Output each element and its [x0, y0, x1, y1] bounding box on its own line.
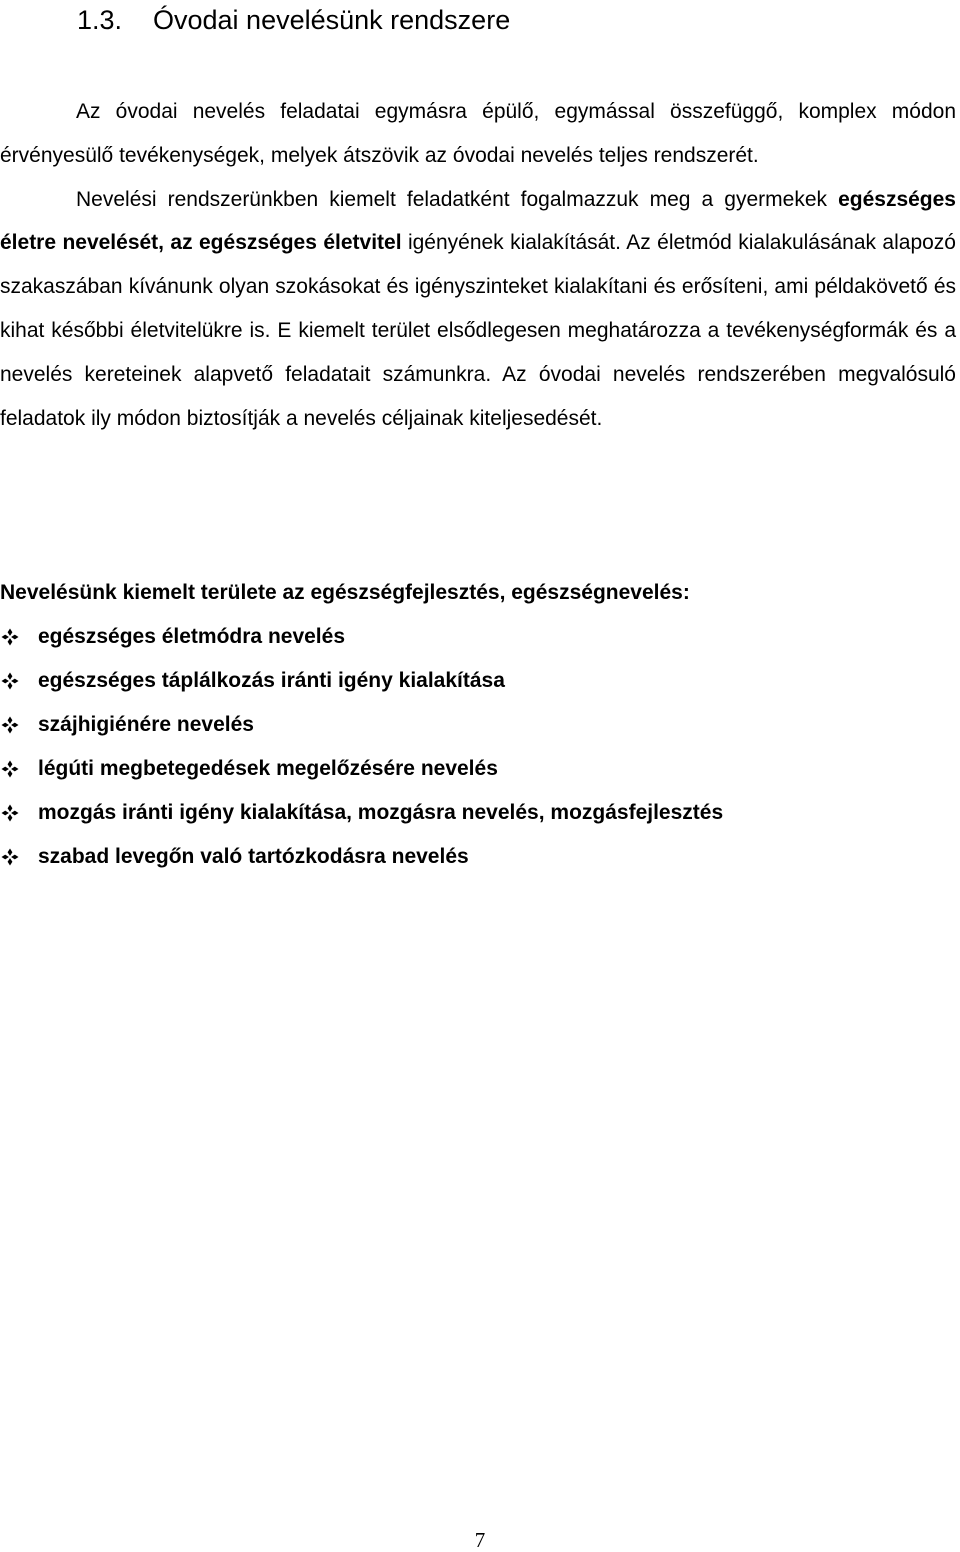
diamond-bullet-icon: [1, 848, 19, 866]
diamond-bullet-icon: [1, 760, 19, 778]
list-item-label: egészséges életmódra nevelés: [38, 625, 346, 648]
diamond-bullet-icon: [1, 628, 19, 646]
body-text: [0, 90, 956, 440]
list-item-label: szájhigiénére nevelés: [38, 713, 254, 736]
list-heading: Nevelésünk kiemelt területe az egészségfejlesztés, egészségnevelés:: [0, 581, 690, 604]
section-title: Óvodai nevelésünk rendszere: [153, 5, 511, 35]
list-item-label: egészséges táplálkozás iránti igény kialakítása: [38, 669, 505, 692]
paragraph-1-text: Az óvodai nevelés feladatai egymásra épülő, egymással összefüggő, komplex módon érvényesülő tevékenységek, melyek átszövik az óvodai nevelés teljes rendszerét.: [0, 100, 956, 167]
list-item-label: szabad levegőn való tartózkodásra nevelés: [38, 845, 469, 868]
paragraph-2-intro: Nevelési rendszerünkben kiemelt feladatként fogalmazzuk meg a gyermekek: [76, 187, 839, 211]
diamond-bullet-icon: [1, 804, 19, 822]
section-number: 1.3.: [77, 5, 123, 35]
paragraph-1: [0, 90, 956, 178]
list-item-label: légúti megbetegedések megelőzésére nevelés: [38, 757, 498, 780]
section-heading: [77, 2, 510, 38]
page-number: 7: [474, 1528, 486, 1552]
paragraph-2-rest: igényének kialakítását. Az életmód kialakulásának alapozó szakaszában kívánunk olyan szokásokat és igényszinteket kialakítani és erősíteni, ami példakövető és kihat későbbi életvitelükre is. E kiemelt terület elsődlegesen meghatározza a tevékenységformák és a nevelés kereteinek alapvető feladatait számunkra. Az óvodai nevelés rendszerében megvalósuló feladatok ily módon biztosítják a nevelés céljainak kiteljesedését.: [0, 231, 956, 430]
paragraph-2-emphasis: egészséges életre nevelését, az egészséges életvitel: [0, 187, 956, 255]
diamond-bullet-icon: [1, 672, 19, 690]
diamond-bullet-icon: [1, 716, 19, 734]
list-item-label: mozgás iránti igény kialakítása, mozgásra nevelés, mozgásfejlesztés: [38, 801, 724, 824]
paragraph-2: [0, 178, 956, 441]
